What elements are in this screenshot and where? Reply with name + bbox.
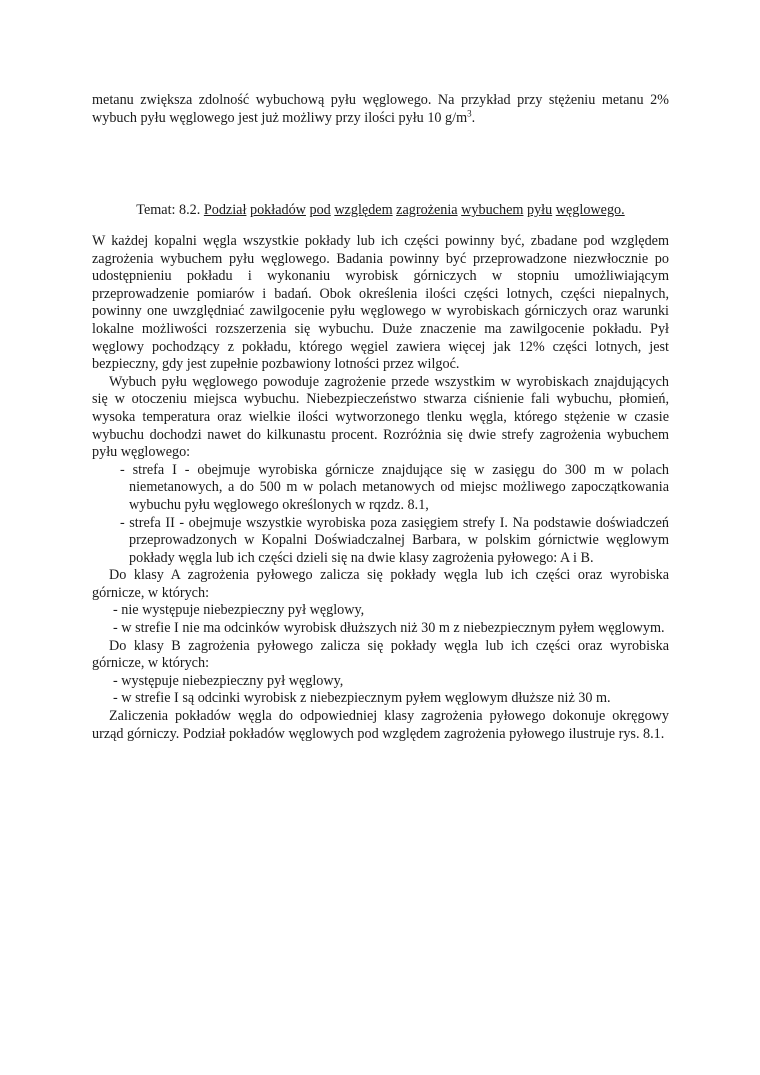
paragraph-zaliczenia: Zaliczenia pokładów węgla do odpowiedniej klasy zagrożenia pyłowego dokonuje okręgowy urząd górniczy. Podział pokładów węglowych pod względem zagrożenia pyłowego ilustruje rys. 8.1. bbox=[92, 708, 669, 742]
intro-text: metanu zwiększa zdolność wybuchową pyłu węglowego. Na przykład przy stężeniu metanu 2% wybuch pyłu węglowego jest już możliwy przy ilości pyłu 10 g/m bbox=[92, 92, 669, 126]
strefy-list bbox=[92, 462, 669, 568]
list-item: - w strefie I nie ma odcinków wyrobisk dłuższych niż 30 m z niebezpiecznym pyłem węglowym. bbox=[113, 620, 665, 637]
heading-word: pokładów bbox=[249, 202, 306, 218]
paragraph-zbadanie: W każdej kopalni węgla wszystkie pokłady lub ich części powinny być, zbadane pod względem zagrożenia wybuchem pyłu węglowego. Badania powinny być przeprowadzone niezwłocznie po udostępnieniu pokładu i wykonaniu wyrobisk górniczych w stopniu umożliwiającym przeprowadzenie pomiarów i badań. Obok określenia ilości części lotnych, części niepalnych, powinny one uwzględniać zawilgocenie pyłu węglowego w wyrobiskach górniczych oraz warunki lokalne możliwości rozszerzenia się wybuchu. Duże znaczenie ma zawilgocenie pokładu. Pył węglowy pochodzący z pokładu, którego węgiel zawiera więcej jak 12% części lotnych, jest bezpieczny, gdy jest zupełnie pozbawiony lotności przez wilgoć. bbox=[92, 233, 669, 373]
superscript-3: 3 bbox=[467, 107, 472, 118]
intro-paragraph bbox=[92, 92, 669, 127]
klasa-a-list bbox=[92, 602, 669, 637]
list-item: - występuje niebezpieczny pył węglowy, bbox=[113, 672, 344, 689]
list-item-strefa-1: - strefa I - obejmuje wyrobiska górnicze znajdujące się w zasięgu do 300 m w polach niemetanowych, a do 500 m w polach metanowych od miejsc możliwego zapoczątkowania wybuchu pyłu węglowego określonych w rqzdz. 8.1, bbox=[120, 461, 669, 513]
intro-period: . bbox=[471, 109, 476, 126]
heading-word: pyłu bbox=[526, 202, 553, 218]
heading-word: zagrożenia bbox=[396, 202, 458, 218]
klasa-b-list bbox=[92, 673, 669, 708]
heading-word: pod bbox=[309, 202, 331, 218]
list-item-strefa-2: - strefa II - obejmuje wszystkie wyrobiska poza zasięgiem strefy I. Na podstawie doświadczeń przeprowadzonych w Kopalni Doświadczalnej Barbara, w polskim górnictwie węglowym pokłady węgla lub ich części dzieli się na dwie klasy zagrożenia pyłowego: A i B. bbox=[120, 514, 669, 566]
heading-word: względem bbox=[334, 202, 393, 218]
heading-prefix: Temat: 8.2. bbox=[136, 202, 204, 218]
list-item: - nie występuje niebezpieczny pył węglowy, bbox=[113, 602, 365, 619]
heading-word: Podział bbox=[203, 202, 247, 218]
heading-word: węglowego. bbox=[555, 202, 625, 218]
paragraph-klasa-b: Do klasy B zagrożenia pyłowego zalicza się pokłady węgla lub ich części oraz wyrobiska górnicze, w których: bbox=[92, 637, 669, 672]
paragraph-klasa-a: Do klasy A zagrożenia pyłowego zalicza się pokłady węgla lub ich części oraz wyrobiska górnicze, w których: bbox=[92, 567, 669, 601]
heading-word: wybuchem bbox=[461, 202, 524, 218]
paragraph-wybuch: Wybuch pyłu węglowego powoduje zagrożenie przede wszystkim w wyrobiskach znajdujących się w otoczeniu miejsca wybuchu. Niebezpieczeństwo stwarza ciśnienie fali wybuchu, płomień, wysoka temperatura oraz wielkie ilości wytworzonego tlenku węgla, którego stężenie w czasie wybuchu dochodzi nawet do kilkunastu procent. Rozróżnia się dwie strefy zagrożenia wybuchem pyłu węglowego: bbox=[92, 373, 669, 461]
list-item: - w strefie I są odcinki wyrobisk z niebezpiecznym pyłem węglowym dłuższe niż 30 m. bbox=[113, 690, 611, 707]
section-body bbox=[92, 233, 669, 743]
section-heading bbox=[92, 202, 669, 220]
